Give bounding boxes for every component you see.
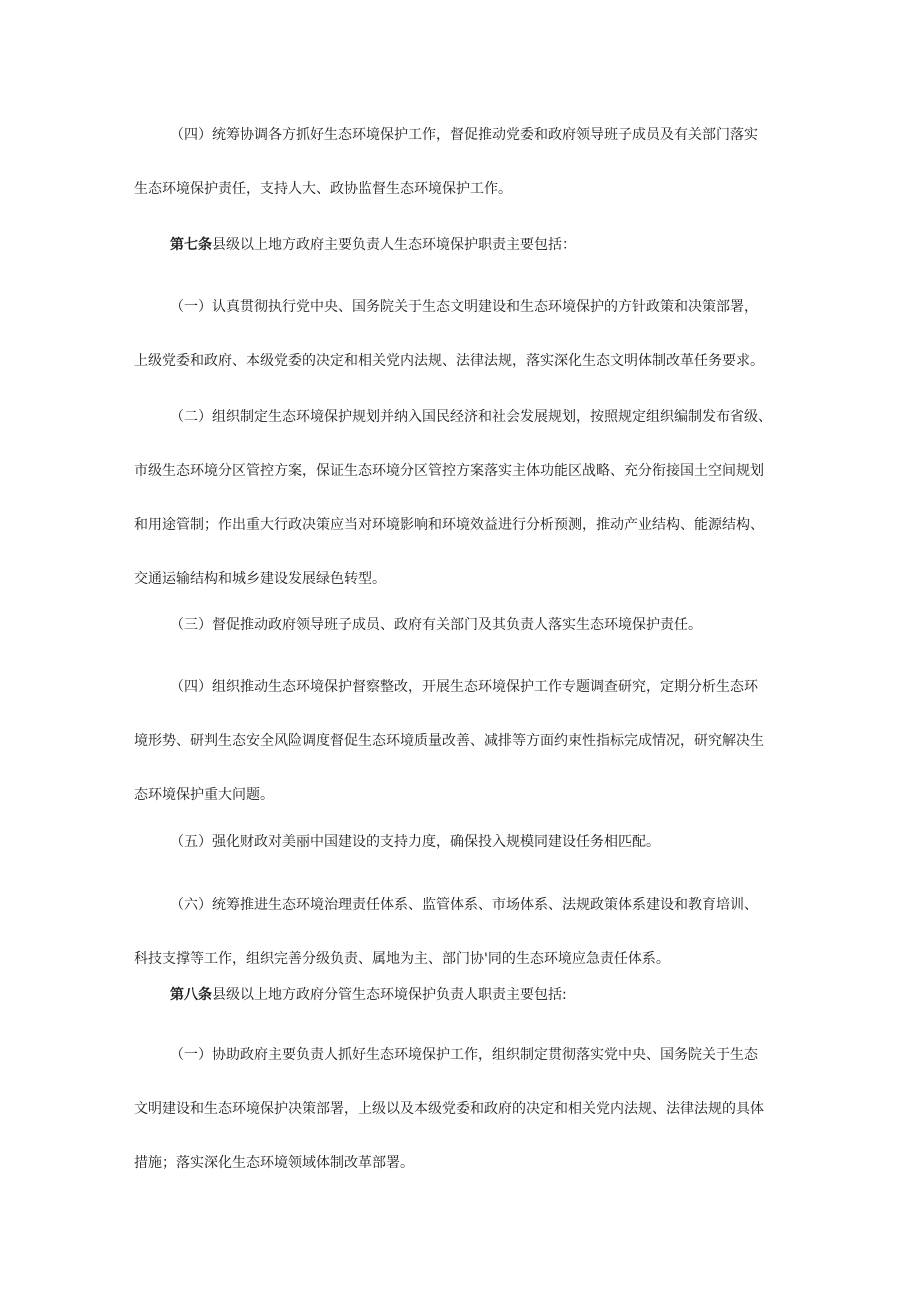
paragraph-line: （五）强化财政对美丽中国建设的支持力度，确保投入规模同建设任务相匹配。 [170,834,660,850]
paragraph-line: 态环境保护重大问题。 [134,787,274,803]
paragraph-line: 文明建设和生态环境保护决策部署，上级以及本级党委和政府的决定和相关党内法规、法律法规的具体 [134,1101,764,1117]
paragraph-line: （三）督促推动政府领导班子成员、政府有关部门及其负责人落实生态环境保护责任。 [170,617,702,633]
article-7-heading [134,218,794,272]
article-heading-line [134,218,794,272]
article-number: 第八条 [170,987,212,1003]
paragraph-line: （四）组织推动生态环境保护督察整改，开展生态环境保护工作专题调查研究，定期分析生态环 [170,679,758,695]
paragraph-item-5-finance [134,815,794,869]
paragraph-line: （二）组织制定生态环境保护规划并纳入国民经济和社会发展规划，按照规定组织编制发布省级、 [170,409,772,425]
paragraph-line: （一）协助政府主要负责人抓好生态环境保护工作，组织制定贯彻落实党中央、国务院关于生态 [170,1047,758,1063]
article-text: 县级以上地方政府分管生态环境保护负责人职责主要包括: [212,987,567,1003]
paragraph-line: 上级党委和政府、本级党委的决定和相关党内法规、法律法规，落实深化生态文明体制改革任务要求。 [134,353,764,369]
paragraph-line: 和用途管制；作出重大行政决策应当对环境影响和环境效益进行分析预测，推动产业结构、能源结构、 [134,517,764,533]
paragraph-item-4-inspection [134,660,794,822]
paragraph-line: （四）统筹协调各方抓好生态环境保护工作，督促推动党委和政府领导班子成员及有关部门落实 [170,127,758,143]
paragraph-item-4-coordinate [134,108,794,216]
article-text: 县级以上地方政府主要负责人生态环境保护职责主要包括： [212,237,576,253]
article-heading-line [134,968,794,1022]
article-number: 第七条 [170,237,212,253]
paragraph-item-1-assist [134,1028,794,1190]
paragraph-line: 市级生态环境分区管控方案，保证生态环境分区管控方案落实主体功能区战略、充分衔接国土空间规划 [134,463,764,479]
paragraph-item-2-planning [134,390,794,606]
paragraph-line: 科技支撑等工作，组织完善分级负责、属地为主、部门协'同的生态环境应急责任体系。 [134,951,670,967]
paragraph-line: （六）统筹推进生态环境治理责任体系、监管体系、市场体系、法规政策体系建设和教育培训、 [170,897,758,913]
paragraph-line: （一）认真贯彻执行党中央、国务院关于生态文明建设和生态环境保护的方针政策和决策部署， [170,299,758,315]
paragraph-line: 交通运输结构和城乡建设发展绿色转型。 [134,571,386,587]
paragraph-line: 措施；落实深化生态环境领域体制改革部署。 [134,1155,414,1171]
paragraph-line: 生态环境保护责任，支持人大、政协监督生态环境保护工作。 [134,181,512,197]
paragraph-item-3-supervise [134,598,794,652]
paragraph-line: 境形势、研判生态安全风险调度督促生态环境质量改善、减排等方面约束性指标完成情况，研究解决生 [134,733,764,749]
paragraph-item-1-implement [134,280,794,388]
article-8-heading [134,968,794,1022]
